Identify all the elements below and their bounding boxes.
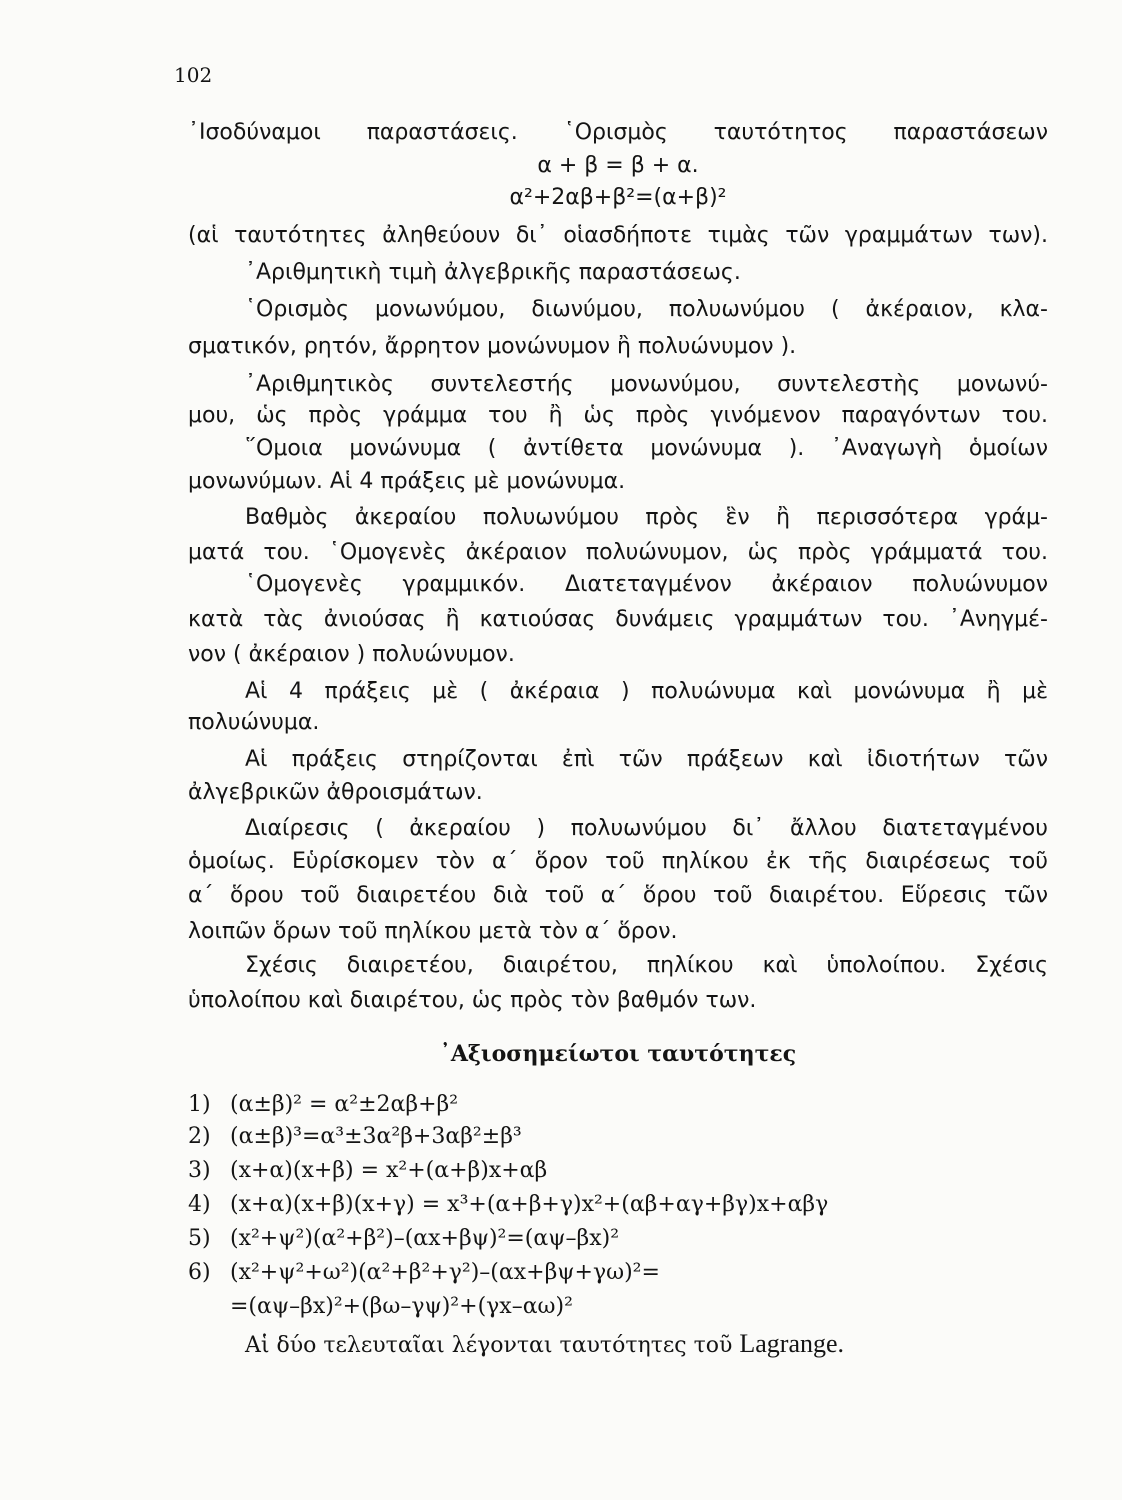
text-line: (αἱ ταυτότητες ἀληθεύουν δι᾿ οἱασδήποτε τιμὰς τῶν γραμμάτων των). xyxy=(188,223,1048,248)
text-line: ᾿Αριθμητικὸς συντελεστής μονωνύμου, συντελεστὴς μονωνύ- xyxy=(245,372,1048,397)
text-line: α + β = β + α. xyxy=(537,153,699,178)
identity-row xyxy=(188,1122,1068,1152)
identity-formula: (x²+ψ²+ω²)(α²+β²+γ²)–(αx+βψ+γω)²= xyxy=(230,1260,660,1285)
identity-number: 4) xyxy=(188,1192,211,1217)
text-line: ματά του. ῾Ομογενὲς ἀκέραιον πολυώνυμον, ὡς πρὸς γράμματά του. xyxy=(188,540,1048,565)
identity-row xyxy=(188,1190,1068,1220)
text-line: μου, ὡς πρὸς γράμμα του ἢ ὡς πρὸς γινόμενον παραγόντων του. xyxy=(188,403,1048,428)
text-line: ὑπολοίπου καὶ διαιρέτου, ὡς πρὸς τὸν βαθμόν των. xyxy=(188,988,757,1013)
text-line: ῾Ομογενὲς γραμμικόν. Διατεταγμένον ἀκέραιον πολυώνυμον xyxy=(245,572,1048,597)
text-line: Αἱ πράξεις στηρίζονται ἐπὶ τῶν πράξεων καὶ ἰδιοτήτων τῶν xyxy=(245,747,1048,772)
identity-formula: =(αψ–βx)²+(βω–γψ)²+(γx–αω)² xyxy=(230,1294,573,1319)
closing-text: Αἱ δύο τελευταῖαι λέγονται ταυτότητες τοῦ xyxy=(245,1333,733,1358)
closing-line xyxy=(245,1329,844,1361)
text-line: ᾿Αριθμητικὴ τιμὴ ἀλγεβρικῆς παραστάσεως. xyxy=(245,260,741,285)
text-line: ῞Ομοια μονώνυμα ( ἀντίθετα μονώνυμα ). ᾿Αναγωγὴ ὁμοίων xyxy=(245,436,1048,461)
identity-number: 5) xyxy=(188,1226,211,1251)
text-line: Βαθμὸς ἀκεραίου πολυωνύμου πρὸς ἓν ἢ περισσότερα γράμ- xyxy=(245,505,1048,530)
text-line: Διαίρεσις ( ἀκεραίου ) πολυωνύμου δι᾿ ἄλλου διατεταγμένου xyxy=(245,816,1048,841)
identity-formula: (x²+ψ²)(α²+β²)–(αx+βψ)²=(αψ–βx)² xyxy=(230,1226,620,1251)
identity-number: 1) xyxy=(188,1092,211,1117)
page-number: 102 xyxy=(174,63,213,87)
identity-formula: (x+α)(x+β) = x²+(α+β)x+αβ xyxy=(230,1158,548,1183)
identity-row xyxy=(188,1258,1068,1288)
identity-formula: (α±β)³=α³±3α²β+3αβ²±β³ xyxy=(230,1124,522,1149)
text-line: ὁμοίως. Εὑρίσκομεν τὸν α΄ ὅρον τοῦ πηλίκου ἐκ τῆς διαιρέσεως τοῦ xyxy=(188,849,1048,874)
identity-number: 3) xyxy=(188,1158,211,1183)
identity-row xyxy=(188,1224,1068,1254)
section-heading: ᾿Αξιοσημείωτοι ταυτότητες xyxy=(439,1041,797,1067)
identity-number: 6) xyxy=(188,1260,211,1285)
text-line: α²+2αβ+β²=(α+β)² xyxy=(509,185,727,210)
identity-row xyxy=(188,1156,1068,1186)
text-line: σματικόν, ρητόν, ἄρρητον μονώνυμον ἢ πολυώνυμον ). xyxy=(188,334,797,359)
text-line: α΄ ὅρου τοῦ διαιρετέου διὰ τοῦ α΄ ὅρου τοῦ διαιρέτου. Εὕρεσις τῶν xyxy=(188,883,1048,908)
identity-formula: (x+α)(x+β)(x+γ) = x³+(α+β+γ)x²+(αβ+αγ+βγ)x+αβγ xyxy=(230,1192,829,1217)
identity-formula: (α±β)² = α²±2αβ+β² xyxy=(230,1092,459,1117)
identity-row xyxy=(188,1292,1068,1322)
text-line: ἀλγεβρικῶν ἀθροισμάτων. xyxy=(188,780,483,805)
text-line: κατὰ τὰς ἀνιούσας ἢ κατιούσας δυνάμεις γραμμάτων του. ᾿Ανηγμέ- xyxy=(188,607,1048,632)
text-line: νον ( ἀκέραιον ) πολυώνυμον. xyxy=(188,642,515,667)
text-line: πολυώνυμα. xyxy=(188,710,320,735)
text-line: ῾Ορισμὸς μονωνύμου, διωνύμου, πολυωνύμου ( ἀκέραιον, κλα- xyxy=(245,297,1048,322)
text-line: λοιπῶν ὅρων τοῦ πηλίκου μετὰ τὸν α΄ ὅρον. xyxy=(188,919,678,944)
text-line: Σχέσις διαιρετέου, διαιρέτου, πηλίκου καὶ ὑπολοίπου. Σχέσις xyxy=(245,953,1048,978)
identity-number: 2) xyxy=(188,1124,211,1149)
identity-row xyxy=(188,1090,1068,1120)
closing-name: Lagrange. xyxy=(739,1329,845,1358)
text-line: Αἱ 4 πράξεις μὲ ( ἀκέραια ) πολυώνυμα καὶ μονώνυμα ἢ μὲ xyxy=(245,679,1048,704)
text-line: ᾿Ισοδύναμοι παραστάσεις. ῾Ορισμὸς ταυτότητος παραστάσεων xyxy=(188,120,1048,145)
text-line: μονωνύμων. Αἱ 4 πράξεις μὲ μονώνυμα. xyxy=(188,469,626,494)
